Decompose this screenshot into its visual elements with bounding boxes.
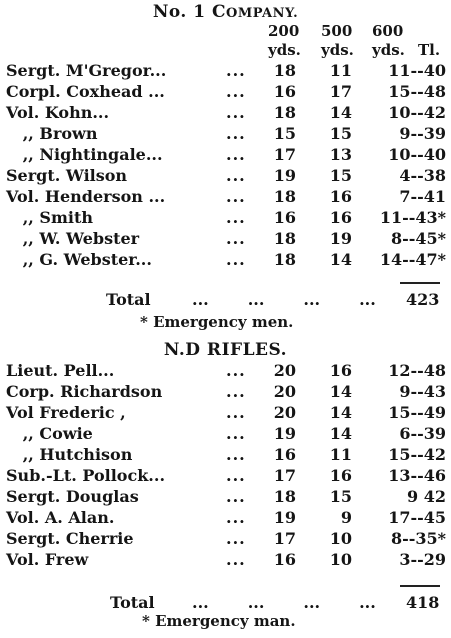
total-rule — [400, 585, 440, 587]
score-600-total: 9--39 — [399, 124, 446, 143]
score-600-total: 6--39 — [399, 424, 446, 443]
score-600-total: 11--40 — [388, 61, 446, 80]
header-200: 200 — [268, 22, 300, 40]
leader-dots: ... — [226, 508, 246, 527]
rifles-heading: N.D RIFLES. — [163, 340, 288, 360]
score-600-total: 8--35* — [390, 529, 446, 548]
score-600-total: 7--41 — [399, 187, 446, 206]
shooter-name: Vol. Kohn... — [6, 103, 110, 122]
total-rule — [400, 282, 440, 284]
score-200: 20 — [273, 382, 296, 401]
score-500: 14 — [329, 250, 352, 269]
leader-dots: ... — [226, 208, 246, 227]
score-row — [6, 508, 446, 529]
score-row — [6, 361, 446, 382]
score-row — [6, 382, 446, 403]
score-600-total: 15--48 — [388, 82, 446, 101]
score-500: 16 — [329, 208, 352, 227]
leader-dots: ... — [226, 145, 246, 164]
shooter-name: Sub.-Lt. Pollock... — [6, 466, 166, 485]
score-200: 17 — [273, 466, 296, 485]
score-row — [6, 208, 446, 229]
score-500: 14 — [329, 424, 352, 443]
total-leader-dots: ... ... ... ... — [192, 290, 376, 309]
score-600-total: 17--45 — [388, 508, 446, 527]
shooter-name: Vol. Frew — [6, 550, 89, 569]
shooter-name: ,, Brown — [6, 124, 98, 143]
total-leader-dots: ... ... ... ... — [192, 593, 376, 612]
score-row — [6, 445, 446, 466]
company-heading — [0, 2, 451, 22]
shooter-name: ,, G. Webster... — [6, 250, 152, 269]
score-row — [6, 187, 446, 208]
score-row — [6, 424, 446, 445]
total-label: Total — [106, 290, 151, 309]
score-row — [6, 466, 446, 487]
score-600-total: 12--48 — [388, 361, 446, 380]
leader-dots: ... — [226, 382, 246, 401]
score-row — [6, 61, 446, 82]
score-500: 16 — [329, 187, 352, 206]
score-200: 16 — [273, 445, 296, 464]
score-200: 16 — [273, 208, 296, 227]
score-600-total: 10--42 — [388, 103, 446, 122]
leader-dots: ... — [226, 361, 246, 380]
score-row — [6, 529, 446, 550]
score-row — [6, 403, 446, 424]
leader-dots: ... — [226, 166, 246, 185]
score-500: 15 — [329, 166, 352, 185]
total-label: Total — [110, 593, 155, 612]
score-600-total: 4--38 — [399, 166, 446, 185]
score-500: 14 — [329, 382, 352, 401]
shooter-name: Corp. Richardson — [6, 382, 163, 401]
score-600-total: 15--42 — [388, 445, 446, 464]
score-500: 15 — [329, 124, 352, 143]
score-500: 16 — [329, 466, 352, 485]
score-200: 16 — [273, 550, 296, 569]
leader-dots: ... — [226, 487, 246, 506]
header-500: 500 — [321, 22, 353, 40]
leader-dots: ... — [226, 82, 246, 101]
score-600-total: 8--45* — [390, 229, 446, 248]
leader-dots: ... — [226, 250, 246, 269]
leader-dots: ... — [226, 229, 246, 248]
shooter-name: Sergt. Douglas — [6, 487, 139, 506]
company-heading-rest: OMPANY. — [226, 6, 299, 21]
score-600-total: 15--49 — [388, 403, 446, 422]
score-200: 18 — [273, 61, 296, 80]
score-500: 10 — [329, 529, 352, 548]
score-200: 18 — [273, 187, 296, 206]
score-200: 18 — [273, 103, 296, 122]
shooter-name: Sergt. Wilson — [6, 166, 128, 185]
leader-dots: ... — [226, 403, 246, 422]
score-row — [6, 145, 446, 166]
emergency-note: * Emergency men. — [140, 313, 294, 331]
score-600-total: 10--40 — [388, 145, 446, 164]
score-200: 19 — [273, 166, 296, 185]
shooter-name: Vol Frederic , — [6, 403, 126, 422]
header-yds-500: yds. — [321, 41, 354, 59]
header-600: 600 — [372, 22, 404, 40]
score-500: 9 — [340, 508, 352, 527]
leader-dots: ... — [226, 445, 246, 464]
header-yds-600: yds. — [372, 41, 405, 59]
score-200: 19 — [273, 508, 296, 527]
score-200: 15 — [273, 124, 296, 143]
leader-dots: ... — [226, 466, 246, 485]
shooter-name: Vol. Henderson ... — [6, 187, 166, 206]
score-row — [6, 103, 446, 124]
score-500: 14 — [329, 403, 352, 422]
score-500: 15 — [329, 487, 352, 506]
score-500: 19 — [329, 229, 352, 248]
score-500: 14 — [329, 103, 352, 122]
score-500: 16 — [329, 361, 352, 380]
score-600-total: 9 42 — [407, 487, 446, 506]
score-row — [6, 82, 446, 103]
score-row — [6, 550, 446, 571]
score-600-total: 13--46 — [388, 466, 446, 485]
score-row — [6, 487, 446, 508]
leader-dots: ... — [226, 424, 246, 443]
leader-dots: ... — [226, 529, 246, 548]
score-500: 11 — [329, 445, 352, 464]
shooter-name: Sergt. M'Gregor... — [6, 61, 167, 80]
emergency-note: * Emergency man. — [142, 612, 296, 630]
score-500: 11 — [329, 61, 352, 80]
shooter-name: Corpl. Coxhead ... — [6, 82, 165, 101]
leader-dots: ... — [226, 550, 246, 569]
company-heading-initial: C — [211, 2, 227, 22]
score-500: 13 — [329, 145, 352, 164]
shooter-name: Vol. A. Alan. — [6, 508, 115, 527]
score-200: 19 — [273, 424, 296, 443]
score-500: 10 — [329, 550, 352, 569]
score-row — [6, 166, 446, 187]
score-600-total: 14--47* — [379, 250, 446, 269]
shooter-name: ,, Nightingale... — [6, 145, 163, 164]
score-200: 17 — [273, 529, 296, 548]
shooter-name: ,, W. Webster — [6, 229, 140, 248]
score-200: 18 — [273, 250, 296, 269]
header-total: Tl. — [418, 41, 441, 59]
leader-dots: ... — [226, 103, 246, 122]
shooter-name: ,, Smith — [6, 208, 94, 227]
score-200: 20 — [273, 361, 296, 380]
score-600-total: 9--43 — [399, 382, 446, 401]
total-value: 423 — [406, 290, 440, 309]
shooter-name: Sergt. Cherrie — [6, 529, 134, 548]
score-200: 18 — [273, 487, 296, 506]
score-row — [6, 250, 446, 271]
leader-dots: ... — [226, 187, 246, 206]
shooter-name: ,, Hutchison — [6, 445, 133, 464]
shooter-name: ,, Cowie — [6, 424, 93, 443]
total-value: 418 — [406, 593, 440, 612]
leader-dots: ... — [226, 124, 246, 143]
score-200: 20 — [273, 403, 296, 422]
score-row — [6, 229, 446, 250]
company-heading-number: No. 1 — [152, 2, 212, 22]
score-500: 17 — [329, 82, 352, 101]
score-600-total: 3--29 — [399, 550, 446, 569]
score-200: 16 — [273, 82, 296, 101]
score-row — [6, 124, 446, 145]
shooter-name: Lieut. Pell... — [6, 361, 115, 380]
score-200: 17 — [273, 145, 296, 164]
leader-dots: ... — [226, 61, 246, 80]
score-200: 18 — [273, 229, 296, 248]
score-600-total: 11--43* — [379, 208, 446, 227]
header-yds-200: yds. — [268, 41, 301, 59]
